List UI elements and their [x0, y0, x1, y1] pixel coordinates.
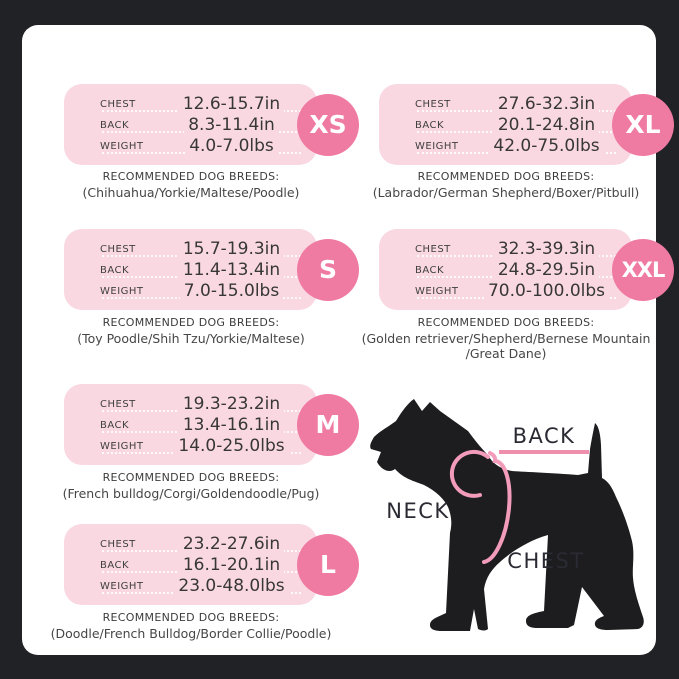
- breeds-list: (Toy Poodle/Shih Tzu/Yorkie/Maltese): [77, 331, 305, 346]
- breeds-list: (Labrador/German Shepherd/Boxer/Pitbull): [372, 185, 640, 200]
- breeds-list: (Golden retriever/Shepherd/Bernese Mountain /Great Dane): [361, 331, 651, 361]
- size-card-xs: [64, 84, 347, 165]
- chest-value: 15.7-19.3in: [160, 239, 303, 259]
- weight-label: WEIGHT: [100, 440, 160, 452]
- back-value: 16.1-20.1in: [160, 555, 303, 575]
- weight-label: WEIGHT: [415, 285, 475, 297]
- size-badge-m: M: [297, 394, 359, 456]
- size-card-xl: [379, 84, 661, 165]
- recommended-heading: RECOMMENDED DOG BREEDS:: [102, 471, 280, 484]
- chest-label: CHEST: [415, 98, 475, 110]
- breeds-caption-s: [26, 316, 356, 346]
- chest-label: CHEST: [100, 538, 160, 550]
- back-label: BACK: [415, 119, 475, 131]
- back-row: [100, 259, 303, 280]
- back-value: 8.3-11.4in: [160, 115, 303, 135]
- back-row: [415, 114, 618, 135]
- diagram-back-label: BACK: [512, 424, 576, 448]
- breeds-caption-m: [26, 471, 356, 501]
- breeds-caption-xs: [26, 170, 356, 200]
- size-badge-xxl: XXL: [612, 239, 674, 301]
- recommended-heading: RECOMMENDED DOG BREEDS:: [417, 316, 595, 329]
- size-card-s: [64, 229, 337, 310]
- diagram-neck-label: NECK: [386, 499, 450, 523]
- dog-measurement-diagram: [362, 385, 672, 645]
- chart-panel: [22, 25, 665, 655]
- diagram-chest-label: CHEST: [507, 549, 585, 573]
- chest-label: CHEST: [415, 243, 475, 255]
- size-badge-xl: XL: [612, 94, 674, 156]
- weight-row: [100, 280, 303, 301]
- weight-value: 23.0-48.0lbs: [160, 576, 303, 596]
- chest-row: [100, 238, 303, 259]
- chest-row: [415, 238, 618, 259]
- weight-value: 42.0-75.0lbs: [475, 136, 618, 156]
- weight-row: [100, 435, 303, 456]
- back-label: BACK: [100, 119, 160, 131]
- back-label: BACK: [100, 559, 160, 571]
- weight-label: WEIGHT: [415, 140, 475, 152]
- breeds-list: (Chihuahua/Yorkie/Maltese/Poodle): [82, 185, 300, 200]
- size-badge-l: L: [297, 534, 359, 596]
- back-label: BACK: [415, 264, 475, 276]
- breeds-caption-l: [26, 611, 356, 641]
- weight-row: [415, 135, 618, 156]
- back-value: 11.4-13.4in: [160, 260, 303, 280]
- weight-value: 14.0-25.0lbs: [160, 436, 303, 456]
- chest-row: [100, 93, 303, 114]
- back-label: BACK: [100, 419, 160, 431]
- back-row: [100, 414, 303, 435]
- weight-row: [415, 280, 618, 301]
- recommended-heading: RECOMMENDED DOG BREEDS:: [102, 316, 280, 329]
- weight-label: WEIGHT: [100, 140, 160, 152]
- chest-row: [100, 533, 303, 554]
- size-badge-xs: XS: [297, 94, 359, 156]
- chest-row: [100, 393, 303, 414]
- chest-value: 19.3-23.2in: [160, 394, 303, 414]
- recommended-heading: RECOMMENDED DOG BREEDS:: [102, 611, 280, 624]
- recommended-heading: RECOMMENDED DOG BREEDS:: [417, 170, 595, 183]
- back-row: [100, 114, 303, 135]
- back-row: [100, 554, 303, 575]
- weight-label: WEIGHT: [100, 580, 160, 592]
- chest-label: CHEST: [100, 398, 160, 410]
- size-card-xxl: [379, 229, 665, 310]
- size-badge-s: S: [297, 239, 359, 301]
- back-value: 13.4-16.1in: [160, 415, 303, 435]
- size-card-l: [64, 524, 336, 605]
- back-value: 20.1-24.8in: [475, 115, 618, 135]
- size-card-m: [64, 384, 341, 465]
- weight-label: WEIGHT: [100, 285, 160, 297]
- weight-value: 70.0-100.0lbs: [475, 281, 618, 301]
- chest-value: 12.6-15.7in: [160, 94, 303, 114]
- chest-value: 27.6-32.3in: [475, 94, 618, 114]
- back-value: 24.8-29.5in: [475, 260, 618, 280]
- chest-value: 32.3-39.3in: [475, 239, 618, 259]
- breeds-caption-xl: [341, 170, 671, 200]
- weight-value: 7.0-15.0lbs: [160, 281, 303, 301]
- back-label: BACK: [100, 264, 160, 276]
- chest-label: CHEST: [100, 98, 160, 110]
- breeds-list: (Doodle/French Bulldog/Border Collie/Poodle): [50, 626, 332, 641]
- chest-value: 23.2-27.6in: [160, 534, 303, 554]
- chest-label: CHEST: [100, 243, 160, 255]
- recommended-heading: RECOMMENDED DOG BREEDS:: [102, 170, 280, 183]
- weight-row: [100, 575, 303, 596]
- back-row: [415, 259, 618, 280]
- chest-row: [415, 93, 618, 114]
- weight-value: 4.0-7.0lbs: [160, 136, 303, 156]
- weight-row: [100, 135, 303, 156]
- breeds-list: (French bulldog/Corgi/Goldendoodle/Pug): [62, 486, 320, 501]
- breeds-caption-xxl: [341, 316, 671, 361]
